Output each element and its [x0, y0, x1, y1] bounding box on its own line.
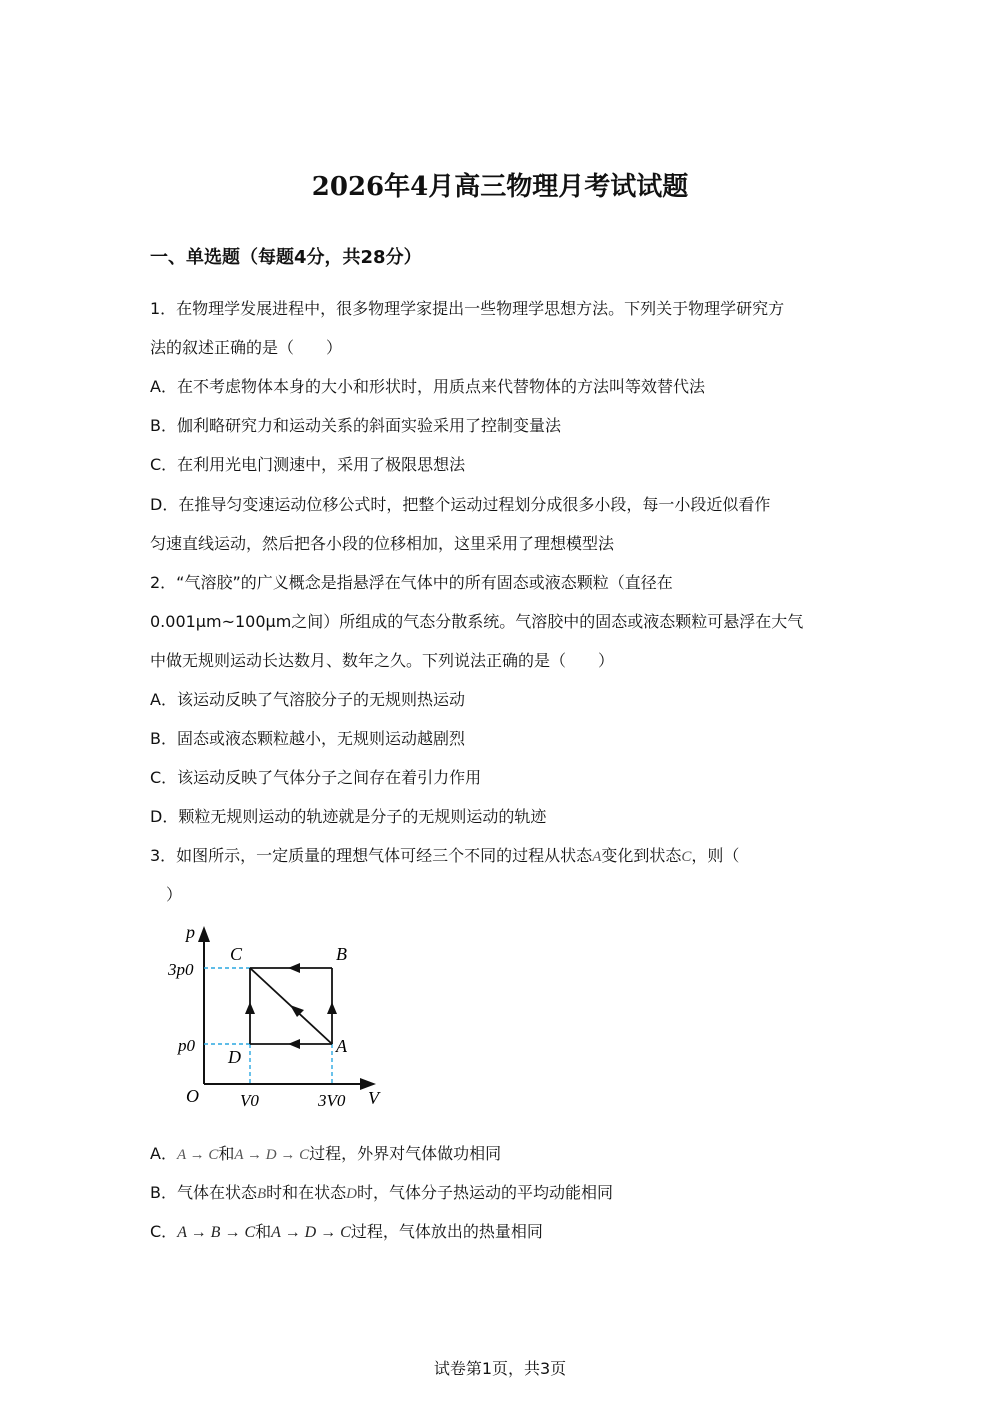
q1-stem-line2: 法的叙述正确的是（ ）: [150, 338, 343, 357]
q3-stem-line2: ）: [166, 885, 183, 904]
q3-option-a-expr1: A → C: [176, 1147, 219, 1163]
q3-option-b-tail: 时，气体分子热运动的平均动能相同: [357, 1183, 614, 1202]
q3-option-b-var2: D: [346, 1186, 358, 1202]
q2-stem-line3: 中做无规则运动长达数月、数年之久。下列说法正确的是（ ）: [150, 651, 615, 670]
page-title: 2026年4月高三物理月考试试题: [311, 172, 689, 202]
point-label-b: B: [336, 944, 347, 964]
q3-option-a-label: A．: [150, 1144, 177, 1163]
q1-stem-line1: 1．在物理学发展进程中，很多物理学家提出一些物理学思想方法。下列关于物理学研究方: [150, 299, 785, 318]
section-heading: 一、单选题（每题4分，共28分）: [150, 247, 422, 268]
q3-option-c-mid: 和: [255, 1222, 272, 1241]
q3-option-a: [150, 1143, 501, 1166]
q3-option-c-tail: 过程，气体放出的热量相同: [350, 1222, 543, 1241]
page-footer: 试卷第1页，共3页: [433, 1359, 567, 1378]
q3-stem-line1: [150, 845, 739, 868]
tick-label-3p0: 3p0: [168, 960, 194, 979]
point-label-d: D: [228, 1047, 241, 1067]
q3-stem-text-a: 3．如图所示，一定质量的理想气体可经三个不同的过程从状态: [150, 846, 593, 865]
q3-option-b-label: B．气体在状态: [150, 1183, 257, 1202]
q3-stem-text-b: 变化到状态: [601, 846, 682, 865]
axis-label-p: p: [186, 922, 195, 942]
arrow-d-to-c: [245, 1002, 255, 1014]
q3-option-b: [150, 1182, 613, 1205]
q1-option-c: C．在利用光电门测速中，采用了极限思想法: [150, 455, 466, 474]
tick-label-p0: p0: [178, 1036, 195, 1055]
q1-option-b: B．伽利略研究力和运动关系的斜面实验采用了控制变量法: [150, 416, 561, 435]
pv-diagram: [160, 918, 400, 1123]
q1-option-d-line1: D．在推导匀变速运动位移公式时，把整个运动过程划分成很多小段，每一小段近似看作: [150, 495, 771, 514]
q3-option-c-expr1: A → B → C: [177, 1224, 256, 1241]
q3-option-c-label: C．: [150, 1222, 178, 1241]
point-label-a: A: [336, 1036, 347, 1056]
arrow-a-to-d: [288, 1039, 300, 1049]
q2-option-b: B．固态或液态颗粒越小，无规则运动越剧烈: [150, 729, 465, 748]
q3-var-a: A: [592, 849, 602, 865]
q1-option-d-line2: 匀速直线运动，然后把各小段的位移相加，这里采用了理想模型法: [150, 534, 615, 553]
point-label-c: C: [230, 944, 243, 964]
q2-option-a: A．该运动反映了气溶胶分子的无规则热运动: [150, 690, 465, 709]
q3-option-a-tail: 过程，外界对气体做功相同: [309, 1144, 502, 1163]
arrow-a-to-b: [327, 1002, 337, 1014]
q3-option-a-expr2: A → D → C: [234, 1147, 310, 1163]
tick-label-3v0: 3V0: [318, 1091, 346, 1110]
q3-stem-text-c: ，则（: [691, 846, 740, 865]
arrow-b-to-c: [288, 963, 300, 973]
q3-option-c: [150, 1221, 543, 1244]
q2-option-d: D．颗粒无规则运动的轨迹就是分子的无规则运动的轨迹: [150, 807, 547, 826]
p-axis-arrow: [198, 926, 210, 942]
q3-var-c: C: [681, 849, 692, 865]
origin-label: O: [186, 1086, 199, 1106]
q2-stem-line1: 2．“气溶胶”的广义概念是指悬浮在气体中的所有固态或液态颗粒（直径在: [150, 573, 673, 592]
axis-label-v: V: [368, 1088, 379, 1108]
q3-option-c-expr2: A → D → C: [271, 1224, 351, 1241]
q3-option-b-var1: B: [256, 1186, 267, 1202]
q3-option-b-mid: 时和在状态: [266, 1183, 347, 1202]
q2-stem-line2: 0.001μm~100μm之间）所组成的气态分散系统。气溶胶中的固态或液态颗粒可悬浮在大气: [150, 612, 804, 631]
q3-option-a-mid: 和: [218, 1144, 235, 1163]
q1-option-a: A．在不考虑物体本身的大小和形状时，用质点来代替物体的方法叫等效替代法: [150, 377, 705, 396]
tick-label-v0: V0: [240, 1091, 259, 1110]
q2-option-c: C．该运动反映了气体分子之间存在着引力作用: [150, 768, 482, 787]
